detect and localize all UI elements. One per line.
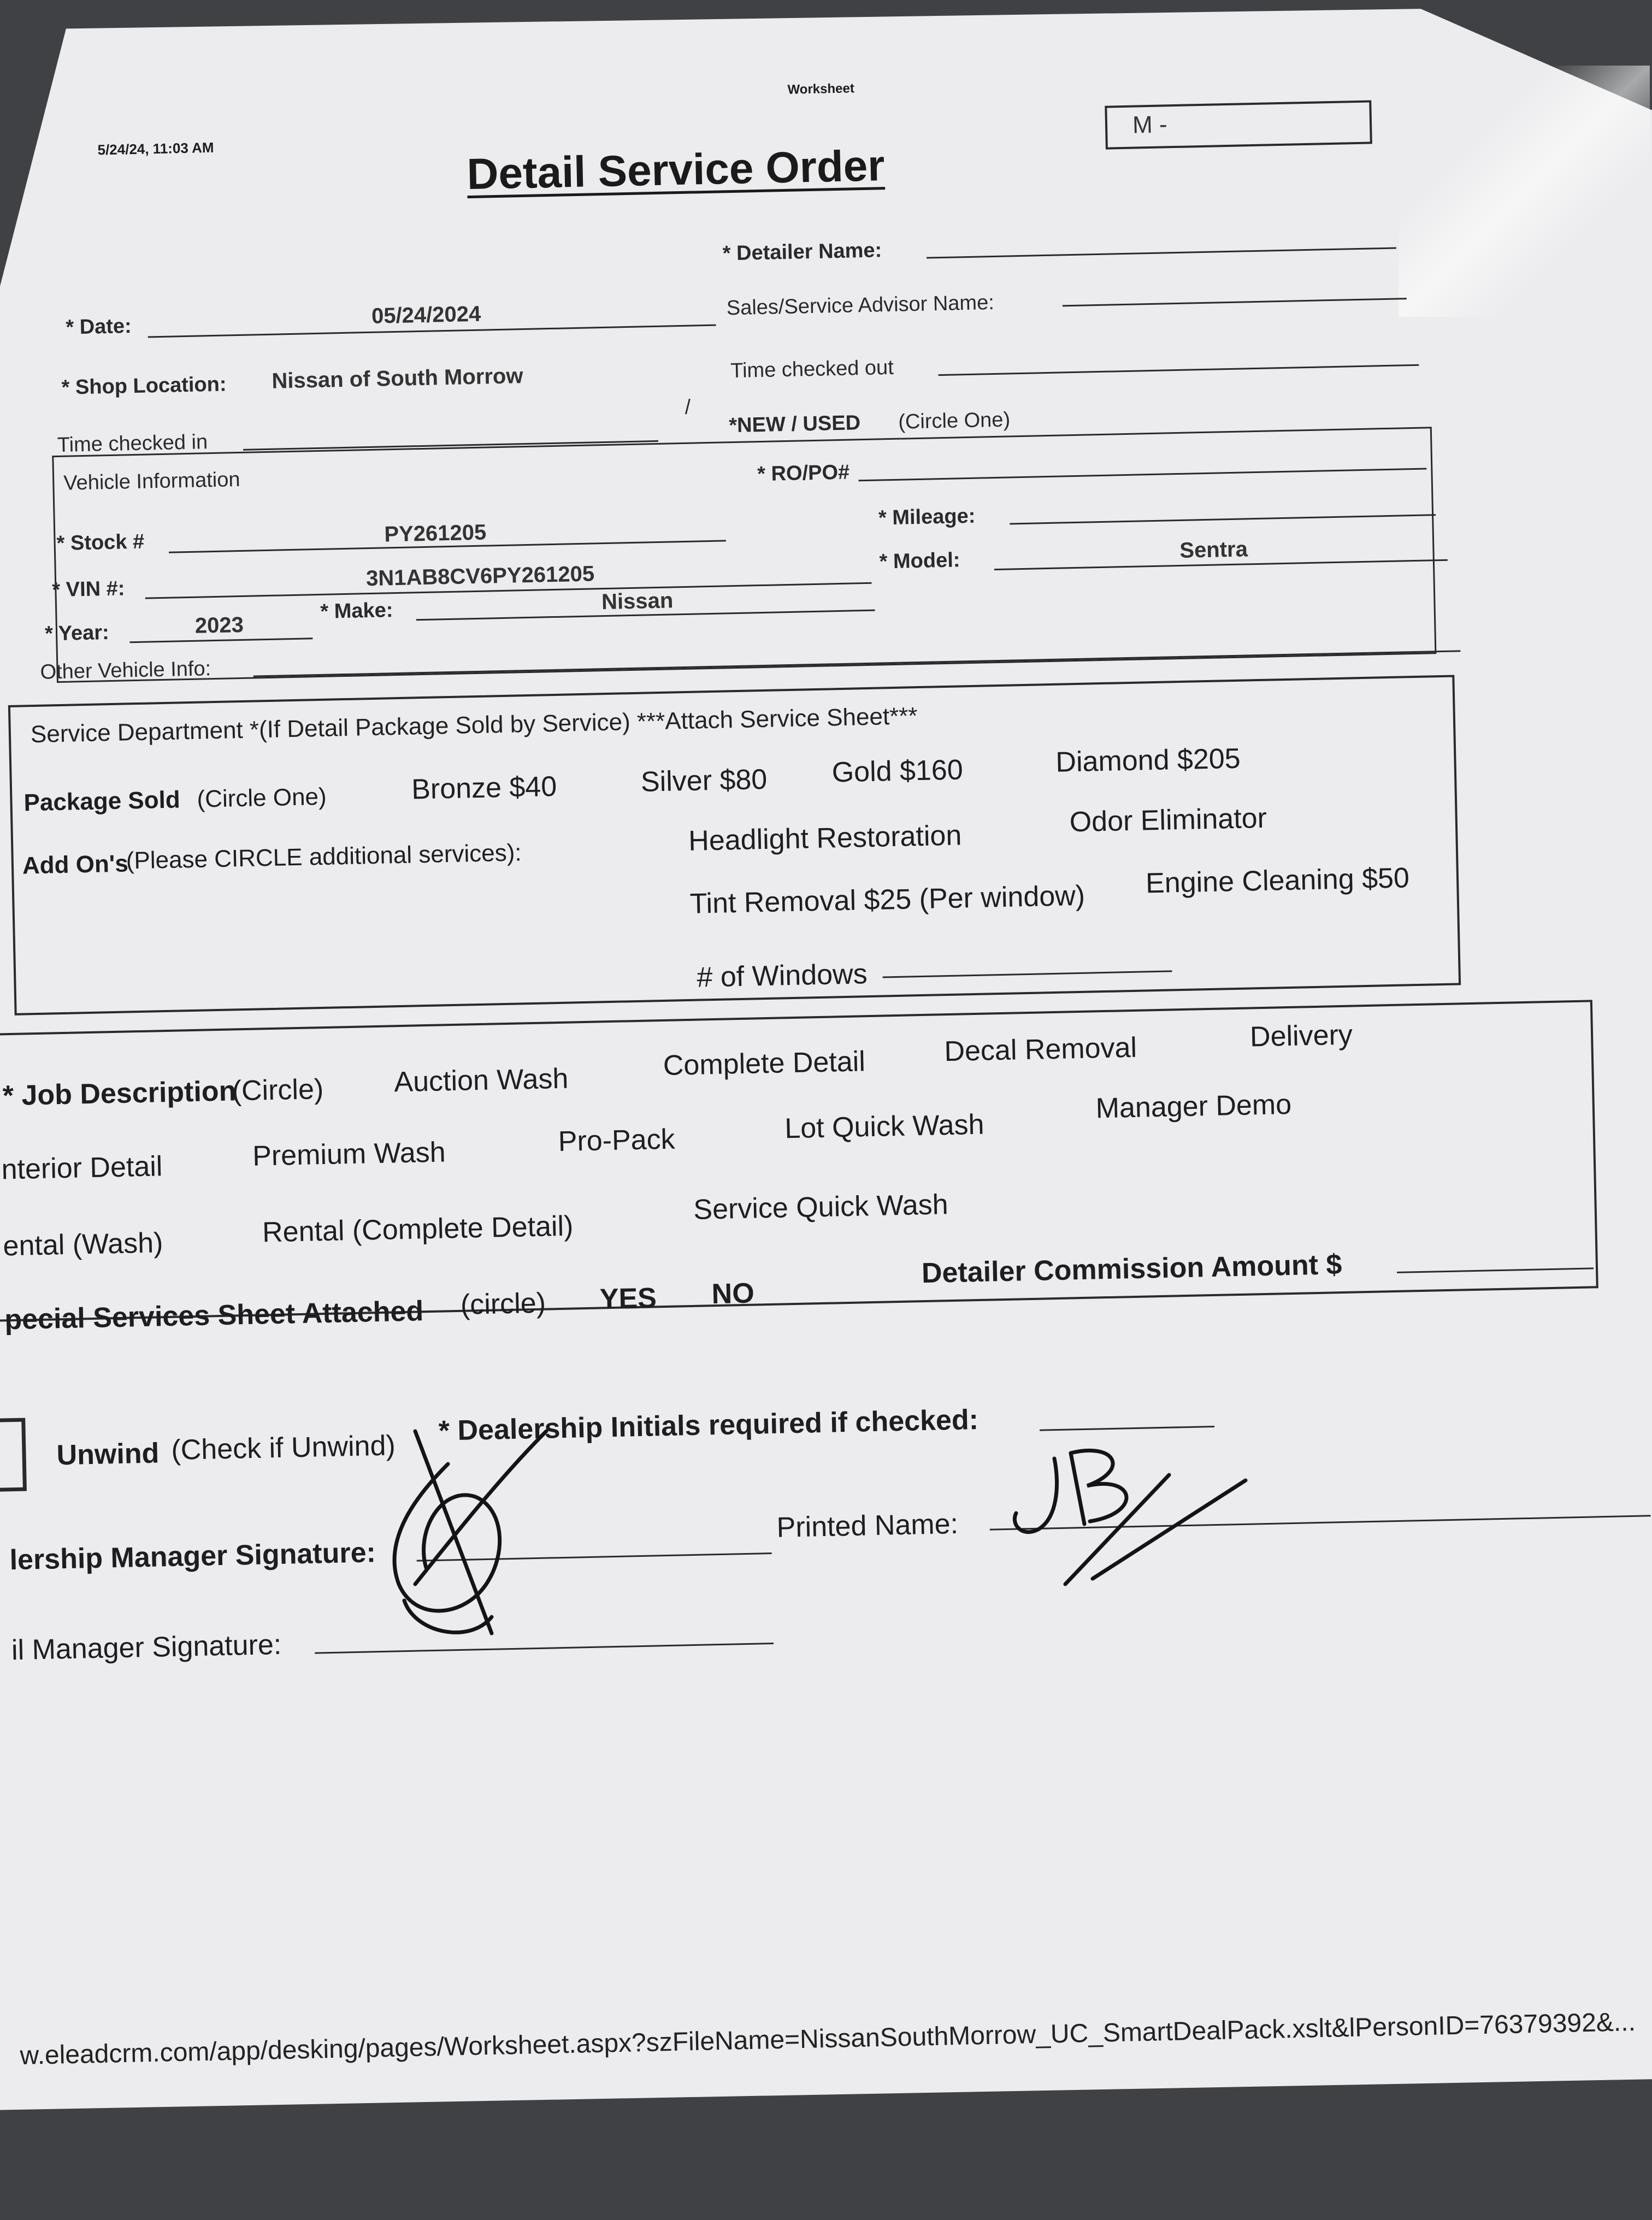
worksheet-label: Worksheet — [787, 81, 855, 97]
model-value: Sentra — [1179, 537, 1248, 563]
special-services-label: pecial Services Sheet Attached — [4, 1295, 424, 1336]
mileage-label: * Mileage: — [878, 504, 976, 530]
dealership-manager-signature-label: lership Manager Signature: — [9, 1537, 376, 1577]
advisor-name-label: Sales/Service Advisor Name: — [726, 291, 995, 320]
ro-po-label: * RO/PO# — [757, 460, 850, 486]
date-value: 05/24/2024 — [371, 302, 481, 328]
add-ons-label: Add On's — [22, 850, 129, 879]
unwind-label: Unwind — [56, 1437, 160, 1472]
add-ons-hint: (Please CIRCLE additional services): — [126, 839, 522, 875]
year-value: 2023 — [194, 612, 244, 638]
job-manager-demo[interactable]: Manager Demo — [1095, 1088, 1292, 1125]
shop-location-label: * Shop Location: — [61, 373, 227, 399]
printed-name-initials-jb — [1014, 1450, 1246, 1584]
order-number-text: M - — [1132, 111, 1168, 139]
time-in-label: Time checked in — [57, 430, 208, 457]
job-rental-complete-detail[interactable]: Rental (Complete Detail) — [262, 1210, 574, 1249]
other-vehicle-info-label: Other Vehicle Info: — [40, 657, 211, 684]
make-label: * Make: — [320, 599, 393, 623]
package-gold[interactable]: Gold $160 — [831, 754, 964, 789]
print-timestamp: 5/24/24, 11:03 AM — [97, 139, 214, 158]
page-title: Detail Service Order — [466, 141, 886, 199]
dealership-initials-label: * Dealership Initials required if checked: — [438, 1404, 979, 1447]
stock-label: * Stock # — [56, 530, 145, 556]
addon-odor-eliminator[interactable]: Odor Eliminator — [1069, 802, 1267, 839]
service-department-heading: Service Department *(If Detail Package Sold by Service) ***Attach Service Sheet*** — [30, 702, 918, 748]
special-no-option[interactable]: NO — [711, 1277, 755, 1310]
job-auction-wash[interactable]: Auction Wash — [393, 1062, 569, 1099]
special-yes-option[interactable]: YES — [599, 1282, 657, 1315]
package-diamond[interactable]: Diamond $205 — [1055, 742, 1241, 778]
job-description-hint: (Circle) — [232, 1073, 324, 1107]
year-label: * Year: — [44, 621, 110, 646]
job-premium-wash[interactable]: Premium Wash — [252, 1136, 446, 1172]
job-service-quick-wash[interactable]: Service Quick Wash — [693, 1189, 949, 1226]
vehicle-info-label: Vehicle Information — [63, 468, 240, 495]
job-complete-detail[interactable]: Complete Detail — [663, 1046, 866, 1082]
time-slash: / — [685, 395, 691, 419]
package-sold-label: Package Sold — [23, 786, 181, 817]
date-label: * Date: — [65, 315, 132, 339]
addon-engine-cleaning[interactable]: Engine Cleaning $50 — [1145, 862, 1410, 900]
time-out-label: Time checked out — [730, 356, 894, 383]
vin-label: * VIN #: — [51, 577, 125, 602]
job-description-label: * Job Description — [2, 1075, 237, 1112]
package-silver[interactable]: Silver $80 — [640, 763, 768, 798]
printed-name-label: Printed Name: — [776, 1508, 959, 1544]
new-used-hint: (Circle One) — [898, 408, 1011, 434]
detailer-name-label: * Detailer Name: — [722, 239, 882, 265]
addon-headlight-restoration[interactable]: Headlight Restoration — [688, 819, 962, 857]
crossed-out-signature-scribble — [394, 1431, 546, 1633]
job-lot-quick-wash[interactable]: Lot Quick Wash — [784, 1108, 984, 1145]
job-rental-wash[interactable]: ental (Wash) — [2, 1227, 163, 1262]
job-decal-removal[interactable]: Decal Removal — [943, 1031, 1137, 1068]
detail-manager-signature-label: il Manager Signature: — [11, 1628, 282, 1667]
job-interior-detail[interactable]: nterior Detail — [1, 1150, 163, 1186]
addon-tint-removal[interactable]: Tint Removal $25 (Per window) — [689, 879, 1085, 920]
job-pro-pack[interactable]: Pro-Pack — [558, 1123, 676, 1158]
model-label: * Model: — [879, 548, 960, 574]
shop-location-value: Nissan of South Morrow — [272, 364, 523, 393]
footer-url: w.eleadcrm.com/app/desking/pages/Worksheet.aspx?szFileName=NissanSouthMorrow_UC_SmartDealPack.xslt&lPersonID=76379392&... — [20, 2008, 1636, 2071]
commission-amount-label: Detailer Commission Amount $ — [921, 1249, 1342, 1290]
package-bronze[interactable]: Bronze $40 — [411, 770, 557, 806]
unwind-hint: (Check if Unwind) — [170, 1430, 396, 1466]
new-used-label: *NEW / USED — [728, 411, 861, 438]
vin-value: 3N1AB8CV6PY261205 — [365, 562, 595, 591]
stock-value: PY261205 — [384, 520, 487, 547]
windows-count-label: # of Windows — [696, 958, 868, 994]
special-services-hint: (circle) — [460, 1287, 546, 1321]
make-value: Nissan — [601, 588, 674, 615]
package-sold-hint: (Circle One) — [196, 783, 327, 813]
job-delivery[interactable]: Delivery — [1249, 1019, 1353, 1053]
